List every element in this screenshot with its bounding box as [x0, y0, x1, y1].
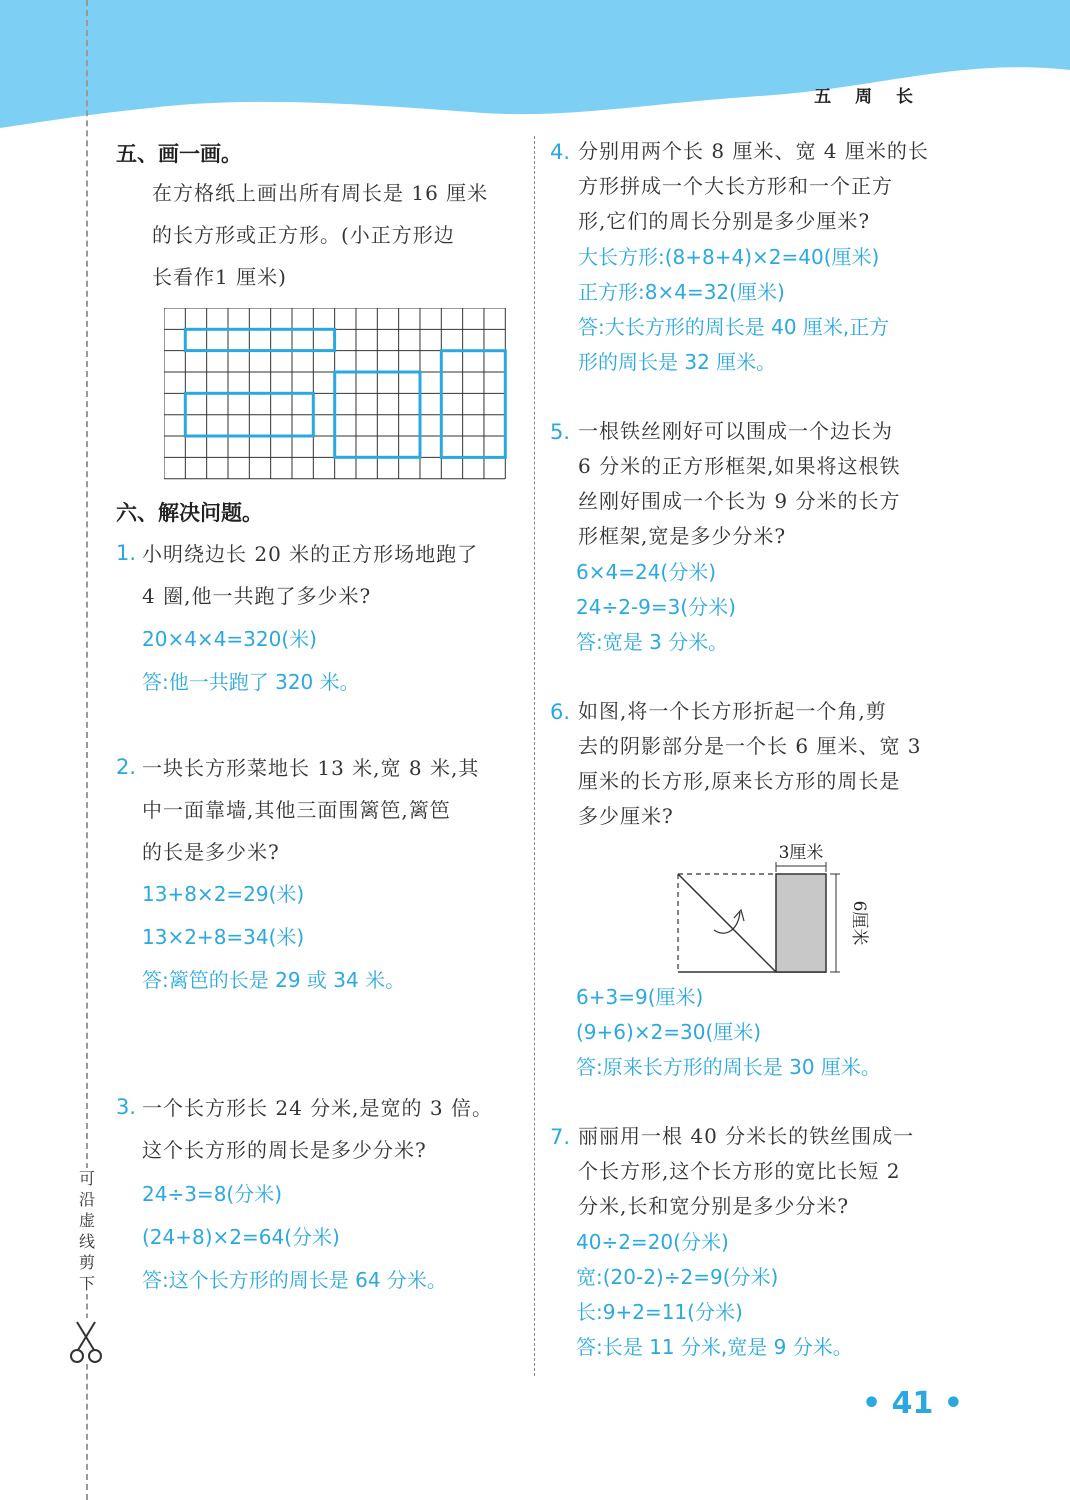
answer-line: 20×4×4=320(米) — [142, 627, 317, 651]
answer-line: 长:9+2=11(分米) — [576, 1300, 743, 1324]
page-number: • 41 • — [862, 1386, 963, 1421]
text-line: 多少厘米? — [578, 804, 674, 828]
text-line: 4 圈,他一共跑了多少米? — [142, 584, 372, 608]
fold-figure — [670, 834, 870, 980]
answer-line: 答:长是 11 分米,宽是 9 分米。 — [576, 1335, 853, 1359]
text-line: 方形拼成一个大长方形和一个正方 — [578, 174, 893, 198]
text-line: 一根铁丝刚好可以围成一个边长为 — [578, 419, 893, 443]
question-number: 2. — [116, 755, 137, 779]
question-number: 6. — [550, 700, 571, 724]
answer-rect-7x1 — [185, 329, 334, 350]
question-text — [578, 414, 900, 554]
chapter-title: 五 周 长 — [814, 87, 922, 107]
fold-diagonal — [678, 874, 776, 972]
answer-block — [576, 555, 736, 660]
question-text — [578, 1119, 914, 1224]
answer-line: 答:篱笆的长是 29 或 34 米。 — [142, 968, 406, 992]
text-line: 厘米的长方形,原来长方形的周长是 — [578, 769, 901, 793]
answer-rect-3x5 — [441, 351, 505, 458]
cut-guide-text — [76, 1168, 98, 1294]
answer-line: 答:这个长方形的周长是 64 分米。 — [142, 1268, 447, 1292]
text-line: 的长是多少米? — [142, 840, 280, 864]
cut-guide-char: 虚 — [78, 1211, 95, 1230]
shaded-strip — [776, 874, 826, 972]
answer-line: 形的周长是 32 厘米。 — [578, 350, 777, 374]
question-text — [142, 533, 478, 617]
question-number: 1. — [116, 541, 137, 565]
text-line: 去的阴影部分是一个长 6 厘米、宽 3 — [578, 734, 922, 758]
column-divider — [534, 136, 535, 1376]
text-line: 分米,长和宽分别是多少分米? — [578, 1194, 850, 1218]
text-line: 这个长方形的周长是多少分米? — [142, 1138, 427, 1162]
answer-line: 24÷2-9=3(分米) — [576, 595, 736, 619]
question-text — [578, 694, 922, 834]
answer-line: 13+8×2=29(米) — [142, 882, 305, 906]
answer-line: (9+6)×2=30(厘米) — [576, 1020, 762, 1044]
cut-guide-char: 可 — [78, 1169, 95, 1188]
answer-line: 答:宽是 3 分米。 — [576, 630, 729, 654]
answer-line: 大长方形:(8+8+4)×2=40(厘米) — [578, 245, 880, 269]
text-line: 一块长方形菜地长 13 米,宽 8 米,其 — [142, 756, 480, 780]
text-line: 丽丽用一根 40 分米长的铁丝围成一 — [578, 1124, 915, 1148]
text-line: 形框架,宽是多少分米? — [578, 524, 787, 548]
question-text — [578, 134, 929, 239]
answer-line: 13×2+8=34(米) — [142, 925, 305, 949]
text-line: 一个长方形长 24 分米,是宽的 3 倍。 — [142, 1096, 493, 1120]
answer-line: (24+8)×2=64(分米) — [142, 1225, 340, 1249]
text-line: 分别用两个长 8 厘米、宽 4 厘米的长 — [578, 139, 929, 163]
question-number: 4. — [550, 140, 571, 164]
text-line: 在方格纸上画出所有周长是 16 厘米 — [152, 181, 489, 205]
grid-paper — [164, 308, 508, 482]
header-wave — [0, 0, 1070, 140]
answer-block — [578, 240, 889, 380]
answer-block — [142, 873, 405, 1002]
width-label: 3厘米 — [778, 843, 824, 863]
question-number: 3. — [116, 1095, 137, 1119]
section6-title: 六、解决问题。 — [116, 501, 263, 525]
answer-block — [576, 980, 881, 1085]
scissors-icon — [68, 1318, 104, 1364]
answer-line: 正方形:8×4=32(厘米) — [578, 280, 785, 304]
text-line: 的长方形或正方形。(小正方形边 — [152, 223, 455, 247]
text-line: 形,它们的周长分别是多少厘米? — [578, 209, 871, 233]
text-line: 个长方形,这个长方形的宽比长短 2 — [578, 1159, 901, 1183]
cut-guide-char: 沿 — [78, 1190, 95, 1209]
cut-guide-char: 下 — [78, 1274, 95, 1293]
question-text — [142, 747, 479, 873]
answer-block — [142, 618, 360, 704]
text-line: 中一面靠墙,其他三面围篱笆,篱笆 — [142, 798, 451, 822]
answer-line: 6+3=9(厘米) — [576, 985, 704, 1009]
question-number: 7. — [550, 1125, 571, 1149]
question-text — [142, 1087, 493, 1171]
cut-guide-char: 剪 — [78, 1253, 95, 1272]
text-line: 6 分米的正方形框架,如果将这根铁 — [578, 454, 901, 478]
answer-line: 宽:(20-2)÷2=9(分米) — [576, 1265, 779, 1289]
text-line: 长看作1 厘米) — [152, 265, 287, 289]
answer-line: 6×4=24(分米) — [576, 560, 717, 584]
answer-line: 答:原来长方形的周长是 30 厘米。 — [576, 1055, 881, 1079]
height-label: 6厘米 — [849, 900, 869, 946]
text-line: 丝刚好围成一个长为 9 分米的长方 — [578, 489, 901, 513]
answer-block — [142, 1173, 447, 1302]
answer-line: 40÷2=20(分米) — [576, 1230, 729, 1254]
cut-guide-char: 线 — [78, 1232, 95, 1251]
text-line: 小明绕边长 20 米的正方形场地跑了 — [142, 542, 479, 566]
text-line: 如图,将一个长方形折起一个角,剪 — [578, 699, 887, 723]
question-number: 5. — [550, 420, 571, 444]
section5-instructions — [152, 172, 488, 298]
answer-block — [576, 1225, 853, 1365]
answer-line: 答:大长方形的周长是 40 厘米,正方 — [578, 315, 890, 339]
section5-title: 五、画一画。 — [116, 142, 242, 166]
answer-line: 答:他一共跑了 320 米。 — [142, 670, 360, 694]
answer-line: 24÷3=8(分米) — [142, 1182, 283, 1206]
